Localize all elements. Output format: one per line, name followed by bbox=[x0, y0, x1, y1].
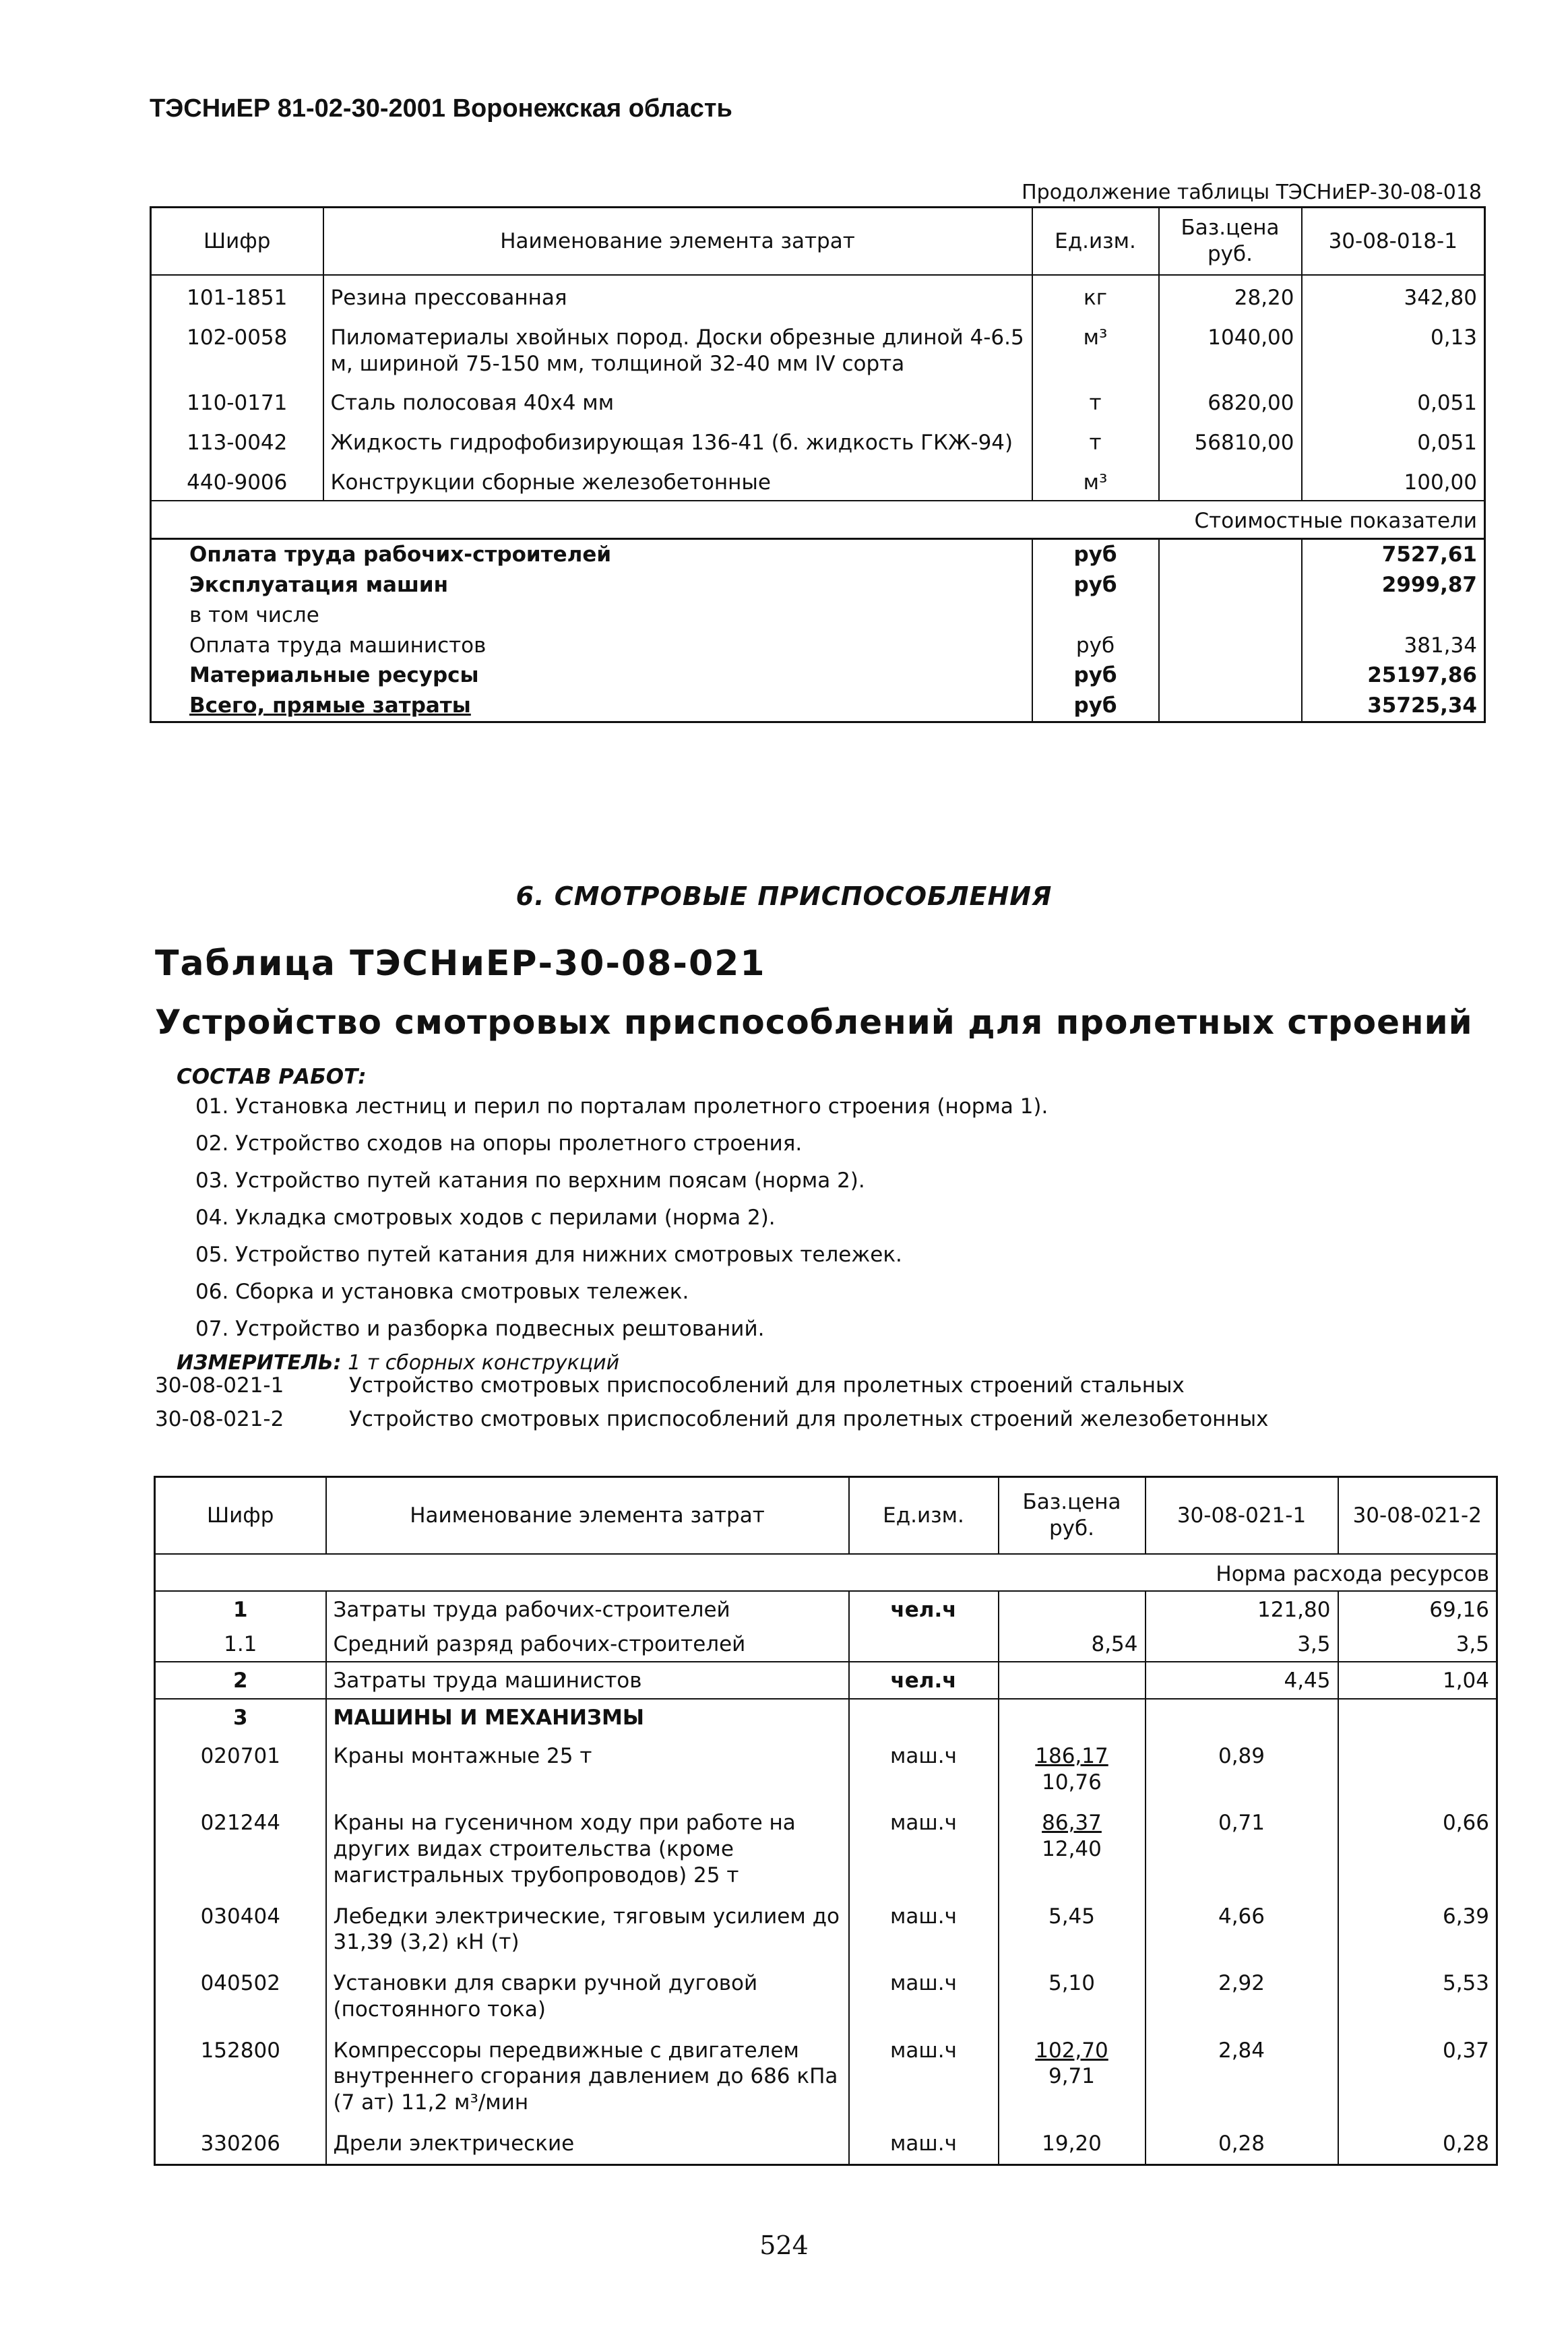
cell-name: Краны монтажные 25 т bbox=[326, 1735, 849, 1803]
list-item: 07. Устройство и разборка подвесных рештований. bbox=[195, 1317, 765, 1341]
cell-price bbox=[999, 1662, 1146, 1699]
cell-name: Установки для сварки ручной дуговой (постоянного тока) bbox=[326, 1962, 849, 2030]
section-row bbox=[155, 1554, 1497, 1591]
table-header-row bbox=[151, 208, 1485, 276]
cell-name: Жидкость гидрофобизирующая 136-41 (б. жидкость ГКЖ-94) bbox=[323, 420, 1032, 460]
cell-code: 1.1 bbox=[155, 1627, 326, 1662]
table-subtitle: Устройство смотровых приспособлений для пролетных строений bbox=[155, 1003, 1473, 1042]
table-row bbox=[151, 420, 1485, 460]
column-header: Ед.изм. bbox=[1032, 208, 1159, 276]
summary-unit: руб bbox=[1032, 631, 1159, 661]
column-header: Шифр bbox=[155, 1477, 326, 1555]
resource-table-30-08-021 bbox=[154, 1476, 1498, 2166]
cell-unit: маш.ч bbox=[849, 2030, 999, 2123]
column-header: 30-08-021-2 bbox=[1338, 1477, 1497, 1555]
cell-code: 152800 bbox=[155, 2030, 326, 2123]
cell-unit: маш.ч bbox=[849, 1962, 999, 2030]
summary-name: Оплата труда рабочих-строителей bbox=[151, 539, 1032, 570]
summary-empty bbox=[1159, 570, 1302, 600]
cell-price: 5,45 bbox=[999, 1896, 1146, 1963]
column-header: Баз.цена руб. bbox=[1159, 208, 1302, 276]
cell-value-1 bbox=[1146, 1699, 1338, 1735]
cell-price bbox=[999, 2030, 1146, 2123]
list-item: 04. Укладка смотровых ходов с перилами (норма 2). bbox=[195, 1206, 776, 1230]
cell-code: 1 bbox=[155, 1591, 326, 1627]
cell-unit: м³ bbox=[1032, 460, 1159, 501]
column-header: Баз.цена руб. bbox=[999, 1477, 1146, 1555]
table-row-group-machines bbox=[155, 1699, 1497, 1735]
cell-value-1: 4,45 bbox=[1146, 1662, 1338, 1699]
cell-value-1: 4,66 bbox=[1146, 1896, 1338, 1963]
cell-value-1: 0,89 bbox=[1146, 1735, 1338, 1803]
table-row bbox=[155, 2030, 1497, 2123]
cell-name: Сталь полосовая 40х4 мм bbox=[323, 381, 1032, 420]
cell-unit bbox=[849, 1627, 999, 1662]
cell-name: Средний разряд рабочих-строителей bbox=[326, 1627, 849, 1662]
cell-price bbox=[999, 1591, 1146, 1627]
table-row bbox=[155, 1591, 1497, 1627]
summary-empty bbox=[1159, 631, 1302, 661]
table-title: Таблица ТЭСНиЕР-30-08-021 bbox=[155, 943, 766, 984]
summary-value: 381,34 bbox=[1302, 631, 1485, 661]
variant-code: 30-08-021-1 bbox=[155, 1373, 284, 1398]
summary-unit bbox=[1032, 600, 1159, 631]
cell-value-1: 0,71 bbox=[1146, 1802, 1338, 1895]
summary-row bbox=[151, 570, 1485, 600]
summary-empty bbox=[1159, 660, 1302, 691]
cell-name: Затраты труда машинистов bbox=[326, 1662, 849, 1699]
cell-value-2: 0,66 bbox=[1338, 1802, 1497, 1895]
section-label: Норма расхода ресурсов bbox=[155, 1554, 1497, 1591]
summary-value: 7527,61 bbox=[1302, 539, 1485, 570]
document-header: ТЭСНиЕР 81-02-30-2001 Воронежская область bbox=[150, 94, 732, 123]
cell-price: 28,20 bbox=[1159, 275, 1302, 315]
cell-value-2: 5,53 bbox=[1338, 1962, 1497, 2030]
cell-value-1: 121,80 bbox=[1146, 1591, 1338, 1627]
cell-value-2: 0,37 bbox=[1338, 2030, 1497, 2123]
summary-empty bbox=[1159, 600, 1302, 631]
price-total: 102,70 bbox=[1035, 2038, 1108, 2063]
cell-price: 19,20 bbox=[999, 2123, 1146, 2164]
cell-name: Дрели электрические bbox=[326, 2123, 849, 2164]
cell-name: Резина прессованная bbox=[323, 275, 1032, 315]
summary-unit: руб bbox=[1032, 570, 1159, 600]
cell-price bbox=[999, 1699, 1146, 1735]
column-header: 30-08-021-1 bbox=[1146, 1477, 1338, 1555]
cell-value-2: 0,28 bbox=[1338, 2123, 1497, 2164]
cell-value-2 bbox=[1338, 1699, 1497, 1735]
resource-table-30-08-018 bbox=[150, 206, 1486, 723]
cell-name: Пиломатериалы хвойных пород. Доски обрезные длиной 4-6.5 м, шириной 75-150 мм, толщиной 32-40 мм IV сорта bbox=[323, 315, 1032, 381]
summary-name: в том числе bbox=[151, 600, 1032, 631]
column-header: Наименование элемента затрат bbox=[326, 1477, 849, 1555]
cell-name: Лебедки электрические, тяговым усилием до 31,39 (3,2) кН (т) bbox=[326, 1896, 849, 1963]
cell-unit: м³ bbox=[1032, 315, 1159, 381]
summary-value: 25197,86 bbox=[1302, 660, 1485, 691]
column-header: 30-08-018-1 bbox=[1302, 208, 1485, 276]
table-row bbox=[155, 1627, 1497, 1662]
summary-name: Оплата труда машинистов bbox=[151, 631, 1032, 661]
summary-unit: руб bbox=[1032, 660, 1159, 691]
table-row bbox=[151, 275, 1485, 315]
cell-code: 2 bbox=[155, 1662, 326, 1699]
cell-value-1: 2,84 bbox=[1146, 2030, 1338, 2123]
list-item: 02. Устройство сходов на опоры пролетного строения. bbox=[195, 1131, 803, 1156]
measure-label: ИЗМЕРИТЕЛЬ: bbox=[177, 1351, 342, 1375]
price-wages: 10,76 bbox=[1042, 1770, 1102, 1795]
cell-value-2: 69,16 bbox=[1338, 1591, 1497, 1627]
list-item: 01. Установка лестниц и перил по порталам пролетного строения (норма 1). bbox=[195, 1094, 1048, 1119]
summary-value: 2999,87 bbox=[1302, 570, 1485, 600]
cell-unit: т bbox=[1032, 381, 1159, 420]
page-number: 524 bbox=[759, 2231, 809, 2260]
table-row bbox=[151, 315, 1485, 381]
summary-row bbox=[151, 631, 1485, 661]
cell-price: 56810,00 bbox=[1159, 420, 1302, 460]
cell-price bbox=[999, 1735, 1146, 1803]
table-row bbox=[155, 2123, 1497, 2164]
cell-unit: чел.ч bbox=[849, 1591, 999, 1627]
table-row bbox=[155, 1896, 1497, 1963]
cell-unit bbox=[849, 1699, 999, 1735]
cell-price bbox=[999, 1802, 1146, 1895]
column-header: Наименование элемента затрат bbox=[323, 208, 1032, 276]
variant-item bbox=[155, 1407, 1269, 1441]
cell-code: 110-0171 bbox=[151, 381, 323, 420]
cell-value-1: 2,92 bbox=[1146, 1962, 1338, 2030]
section-title: 6. СМОТРОВЫЕ ПРИСПОСОБЛЕНИЯ bbox=[515, 881, 1053, 911]
variant-item bbox=[155, 1373, 1269, 1407]
list-item: 05. Устройство путей катания для нижних смотровых тележек. bbox=[195, 1243, 902, 1267]
cell-code: 040502 bbox=[155, 1962, 326, 2030]
cell-unit: маш.ч bbox=[849, 1896, 999, 1963]
cell-value: 0,13 bbox=[1302, 315, 1485, 381]
cell-price: 8,54 bbox=[999, 1627, 1146, 1662]
table-row bbox=[155, 1662, 1497, 1699]
cell-value-2: 6,39 bbox=[1338, 1896, 1497, 1963]
section-label: Стоимостные показатели bbox=[151, 501, 1485, 539]
summary-empty bbox=[1159, 539, 1302, 570]
table-continuation-caption: Продолжение таблицы ТЭСНиЕР-30-08-018 bbox=[1022, 181, 1482, 204]
cell-unit: кг bbox=[1032, 275, 1159, 315]
list-item: 03. Устройство путей катания по верхним поясам (норма 2). bbox=[195, 1168, 865, 1193]
table-row bbox=[155, 1735, 1497, 1803]
cell-code: 440-9006 bbox=[151, 460, 323, 501]
cell-unit: маш.ч bbox=[849, 1802, 999, 1895]
cell-name: МАШИНЫ И МЕХАНИЗМЫ bbox=[326, 1699, 849, 1735]
cell-price: 1040,00 bbox=[1159, 315, 1302, 381]
cell-value: 342,80 bbox=[1302, 275, 1485, 315]
table-row bbox=[155, 1962, 1497, 2030]
cell-name: Затраты труда рабочих-строителей bbox=[326, 1591, 849, 1627]
variant-code: 30-08-021-2 bbox=[155, 1407, 284, 1431]
cell-code: 113-0042 bbox=[151, 420, 323, 460]
cell-value-2: 3,5 bbox=[1338, 1627, 1497, 1662]
summary-name: Материальные ресурсы bbox=[151, 660, 1032, 691]
variant-description: Устройство смотровых приспособлений для пролетных строений железобетонных bbox=[349, 1407, 1269, 1431]
cell-value-1: 3,5 bbox=[1146, 1627, 1338, 1662]
cell-unit: чел.ч bbox=[849, 1662, 999, 1699]
cell-code: 330206 bbox=[155, 2123, 326, 2164]
cell-code: 102-0058 bbox=[151, 315, 323, 381]
summary-name: Эксплуатация машин bbox=[151, 570, 1032, 600]
price-wages: 9,71 bbox=[1048, 2064, 1096, 2089]
work-composition-heading: СОСТАВ РАБОТ: bbox=[177, 1065, 367, 1089]
summary-row-total bbox=[151, 691, 1485, 722]
price-total: 86,37 bbox=[1042, 1811, 1102, 1836]
summary-name bbox=[151, 691, 1032, 722]
cell-code: 030404 bbox=[155, 1896, 326, 1963]
work-composition-list bbox=[195, 1094, 1048, 1354]
cell-name: Конструкции сборные железобетонные bbox=[323, 460, 1032, 501]
section-row bbox=[151, 501, 1485, 539]
price-wages: 12,40 bbox=[1042, 1837, 1102, 1861]
cell-unit: маш.ч bbox=[849, 1735, 999, 1803]
measure-value: 1 т сборных конструкций bbox=[348, 1351, 620, 1375]
column-header: Шифр bbox=[151, 208, 323, 276]
cell-code: 3 bbox=[155, 1699, 326, 1735]
variant-list bbox=[155, 1373, 1269, 1441]
cell-value: 100,00 bbox=[1302, 460, 1485, 501]
cell-price: 6820,00 bbox=[1159, 381, 1302, 420]
summary-row bbox=[151, 539, 1485, 570]
cell-code: 020701 bbox=[155, 1735, 326, 1803]
summary-unit: руб bbox=[1032, 539, 1159, 570]
cell-code: 021244 bbox=[155, 1802, 326, 1895]
variant-description: Устройство смотровых приспособлений для пролетных строений стальных bbox=[349, 1373, 1185, 1398]
summary-value bbox=[1302, 600, 1485, 631]
table-row bbox=[155, 1802, 1497, 1895]
table-header-row bbox=[155, 1477, 1497, 1555]
cell-value-2 bbox=[1338, 1735, 1497, 1803]
cell-code: 101-1851 bbox=[151, 275, 323, 315]
measure-unit bbox=[177, 1351, 619, 1375]
table-row bbox=[151, 381, 1485, 420]
cell-name: Компрессоры передвижные с двигателем внутреннего сгорания давлением до 686 кПа (7 ат) 11,2 м³/мин bbox=[326, 2030, 849, 2123]
cell-unit: т bbox=[1032, 420, 1159, 460]
total-label: Всего, прямые затраты bbox=[189, 693, 471, 718]
summary-row bbox=[151, 660, 1485, 691]
cell-value: 0,051 bbox=[1302, 381, 1485, 420]
cell-name: Краны на гусеничном ходу при работе на других видах строительства (кроме магистральных трубопроводов) 25 т bbox=[326, 1802, 849, 1895]
summary-value: 35725,34 bbox=[1302, 691, 1485, 722]
cell-unit: маш.ч bbox=[849, 2123, 999, 2164]
cell-price bbox=[1159, 460, 1302, 501]
summary-unit: руб bbox=[1032, 691, 1159, 722]
price-total: 186,17 bbox=[1035, 1743, 1108, 1768]
cell-value: 0,051 bbox=[1302, 420, 1485, 460]
table-row bbox=[151, 460, 1485, 501]
summary-row bbox=[151, 600, 1485, 631]
column-header: Ед.изм. bbox=[849, 1477, 999, 1555]
cell-value-2: 1,04 bbox=[1338, 1662, 1497, 1699]
list-item: 06. Сборка и установка смотровых тележек. bbox=[195, 1280, 689, 1304]
cell-value-1: 0,28 bbox=[1146, 2123, 1338, 2164]
summary-empty bbox=[1159, 691, 1302, 722]
cell-price: 5,10 bbox=[999, 1962, 1146, 2030]
